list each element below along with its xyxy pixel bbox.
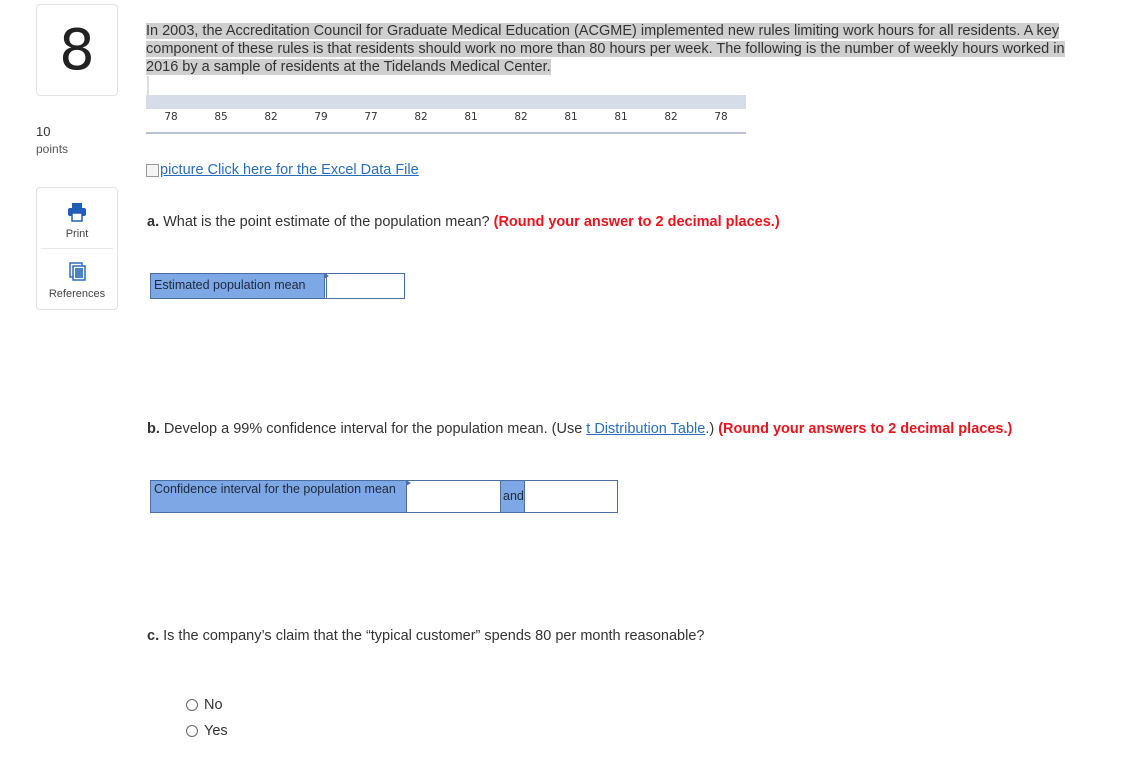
points-value: 10 bbox=[36, 124, 51, 139]
part-b-question bbox=[147, 421, 1012, 437]
excel-data-link[interactable] bbox=[146, 162, 419, 178]
radio-yes[interactable] bbox=[186, 725, 198, 737]
data-table-header-bar bbox=[146, 95, 746, 109]
ci-upper-input[interactable] bbox=[525, 481, 617, 512]
part-b-label: b. bbox=[147, 421, 160, 437]
ci-lower-input[interactable] bbox=[407, 481, 501, 512]
data-cell: 85 bbox=[214, 111, 228, 123]
data-table bbox=[146, 95, 746, 137]
question-number: 8 bbox=[36, 4, 118, 96]
option-no[interactable] bbox=[186, 697, 223, 713]
broken-image-icon bbox=[146, 164, 159, 177]
part-a-text: What is the point estimate of the population mean? bbox=[159, 214, 494, 230]
data-cell: 82 bbox=[514, 111, 528, 123]
data-cell: 78 bbox=[164, 111, 178, 123]
part-a-instruction: (Round your answer to 2 decimal places.) bbox=[493, 214, 780, 230]
data-cell: 79 bbox=[314, 111, 328, 123]
option-yes[interactable] bbox=[186, 723, 228, 739]
data-cell: 78 bbox=[714, 111, 728, 123]
part-b-answer-row bbox=[150, 480, 618, 513]
data-cell: 82 bbox=[664, 111, 678, 123]
data-cell: 81 bbox=[464, 111, 478, 123]
problem-intro bbox=[146, 22, 1091, 76]
part-c-question bbox=[147, 628, 704, 644]
data-table-bottom-rule bbox=[146, 132, 746, 134]
print-button[interactable] bbox=[37, 202, 117, 240]
problem-intro-text: In 2003, the Accreditation Council for Graduate Medical Education (ACGME) implemented new rules limiting work hours for all residents. A key component of these rules is that residents should work no more than 80 hours per week. The following is the number of weekly hours worked in 2016 by a sample of residents at the Tidelands Medical Center. bbox=[146, 23, 1065, 75]
part-b-text-after: .) bbox=[705, 421, 719, 437]
option-no-label: No bbox=[204, 697, 223, 713]
part-c-label: c. bbox=[147, 628, 160, 644]
data-cell: 81 bbox=[614, 111, 628, 123]
part-a-question bbox=[147, 214, 780, 230]
data-cell: 81 bbox=[564, 111, 578, 123]
t-distribution-table-link[interactable]: t Distribution Table bbox=[586, 421, 706, 437]
data-cell: 77 bbox=[364, 111, 378, 123]
printer-icon bbox=[66, 202, 88, 222]
radio-no[interactable] bbox=[186, 699, 198, 711]
tools-panel bbox=[36, 187, 118, 310]
references-icon bbox=[66, 262, 88, 282]
points-label: points bbox=[36, 142, 69, 156]
part-a-label: a. bbox=[147, 214, 160, 230]
confidence-interval-label: Confidence interval for the population mean bbox=[151, 481, 407, 512]
estimated-mean-input[interactable] bbox=[326, 274, 404, 298]
excel-data-link-text: picture Click here for the Excel Data File bbox=[160, 162, 419, 178]
part-c-text: Is the company’s claim that the “typical customer” spends 80 per month reasonable? bbox=[159, 628, 705, 644]
option-yes-label: Yes bbox=[204, 723, 228, 739]
print-label: Print bbox=[65, 228, 89, 240]
part-b-instruction: (Round your answers to 2 decimal places.) bbox=[718, 421, 1013, 437]
data-cell: 82 bbox=[414, 111, 428, 123]
text-caret bbox=[147, 76, 149, 96]
part-b-text: Develop a 99% confidence interval for the population mean. (Use bbox=[159, 421, 587, 437]
and-label: and bbox=[501, 481, 525, 512]
estimated-mean-label: Estimated population mean bbox=[151, 274, 325, 298]
tools-divider bbox=[41, 248, 113, 249]
references-button[interactable] bbox=[37, 262, 117, 300]
references-label: References bbox=[48, 288, 106, 300]
data-cell: 82 bbox=[264, 111, 278, 123]
part-a-answer-row bbox=[150, 273, 405, 299]
data-table-row bbox=[146, 111, 746, 123]
